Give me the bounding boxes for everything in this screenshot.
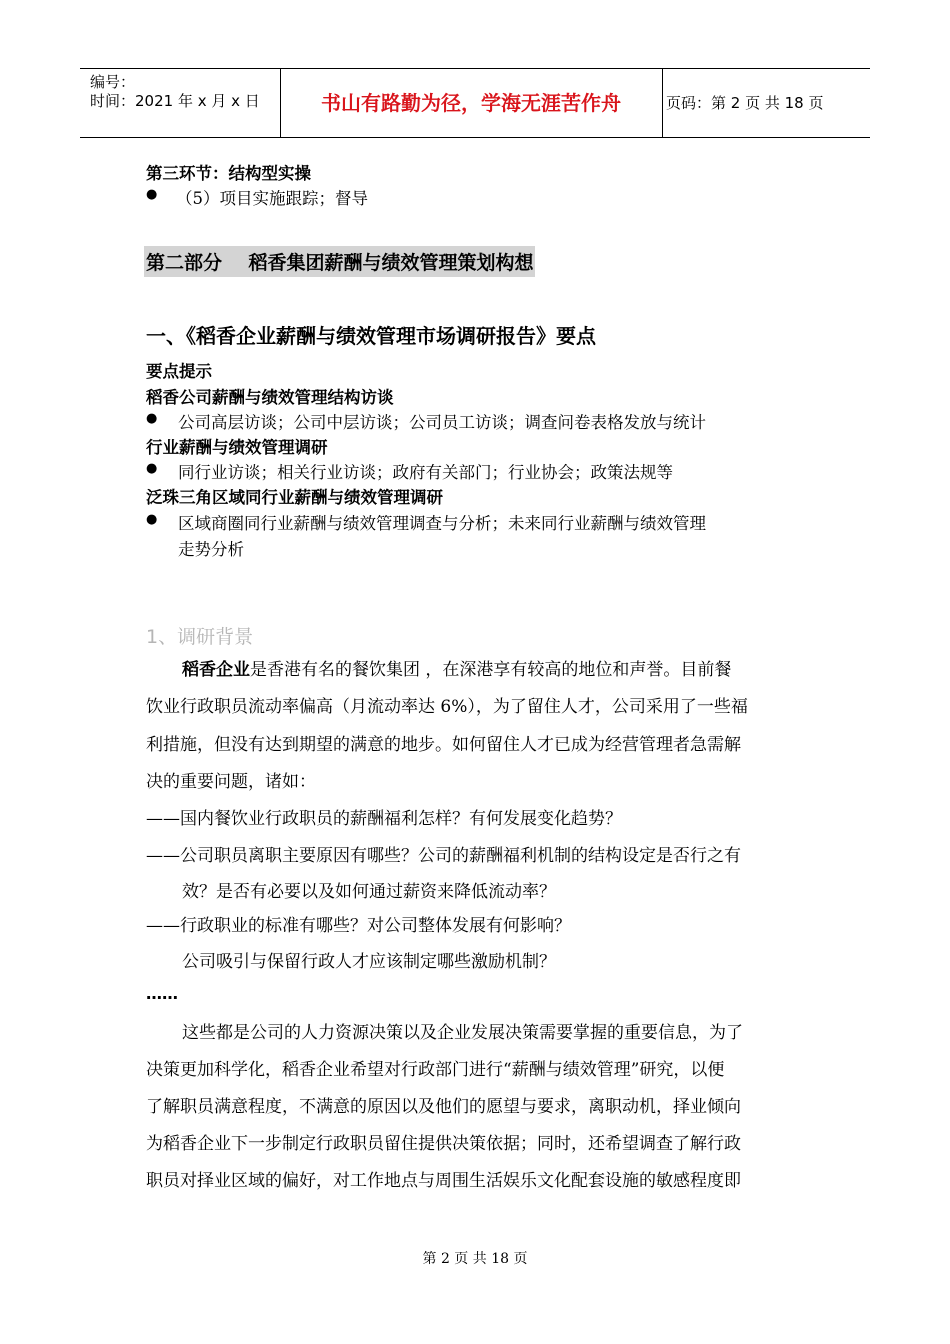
bullet-icon: ● (146, 187, 158, 202)
step-title: 第三环节：结构型实操 (146, 164, 311, 183)
question-line: 效？是否有必要以及如何通过薪资来降低流动率？ (182, 882, 556, 902)
body-text: 是香港有名的餐饮集团 ，在深港享有较高的地位和声誉。目前餐 (250, 660, 732, 680)
header-divider (662, 69, 663, 137)
bullet-icon: ● (146, 512, 158, 527)
question-line: ——行政职业的标准有哪些？对公司整体发展有何影响？ (146, 916, 571, 936)
body-line: 决策更加科学化，稻香企业希望对行政部门进行“薪酬与绩效管理”研究，以便 (146, 1060, 725, 1080)
part-title: 第二部分 稻香集团薪酬与绩效管理策划构想 (144, 246, 535, 277)
company-name: 稻香企业 (182, 660, 250, 680)
header-page-label: 页码：第 2 页 共 18 页 (666, 94, 824, 112)
body-line: 这些都是公司的人力资源决策以及企业发展决策需要掌握的重要信息，为了 (182, 1023, 743, 1043)
body-line: 为稻香企业下一步制定行政职员留住提供决策依据；同时，还希望调查了解行政 (146, 1134, 741, 1154)
header-info (90, 73, 260, 111)
page-header (80, 68, 870, 138)
group-text: 同行业访谈；相关行业访谈；政府有关部门；行业协会；政策法规等 (178, 463, 673, 482)
bullet-icon: ● (146, 411, 158, 426)
question-line: 公司吸引与保留行政人才应该制定哪些激励机制？ (182, 952, 556, 972)
body-line: 职员对择业区域的偏好，对工作地点与周围生活娱乐文化配套设施的敏感程度即 (146, 1171, 741, 1191)
question-line: ——国内餐饮业行政职员的薪酬福利怎样？有何发展变化趋势？ (146, 809, 622, 829)
body-line: 利措施，但没有达到期望的满意的地步。如何留住人才已成为经营管理者急需解 (146, 735, 741, 755)
number-label: 编号： (90, 73, 136, 91)
question-line: ——公司职员离职主要原因有哪些？公司的薪酬福利机制的结构设定是否行之有 (146, 846, 741, 866)
group-title: 泛珠三角区域同行业薪酬与绩效管理调研 (146, 488, 443, 507)
group-title: 稻香公司薪酬与绩效管理结构访谈 (146, 388, 394, 407)
body-line: 饮业行政职员流动率偏高（月流动率达 6%），为了留住人才，公司采用了一些福 (146, 697, 748, 717)
key-points-label: 要点提示 (146, 362, 212, 381)
step-item: （5）项目实施跟踪；督导 (176, 189, 368, 208)
time-label: 时间：2021 年 x 月 x 日 (90, 92, 260, 110)
bullet-icon: ● (146, 461, 158, 476)
background-heading: 1、调研背景 (146, 626, 254, 648)
ellipsis: …… (146, 984, 178, 1003)
page-footer: 第 2 页 共 18 页 (422, 1251, 528, 1267)
group-text: 公司高层访谈；公司中层访谈；公司员工访谈；调查问卷表格发放与统计 (178, 413, 706, 432)
body-line: 了解职员满意程度，不满意的原因以及他们的愿望与要求，离职动机，择业倾向 (146, 1097, 741, 1117)
group-title: 行业薪酬与绩效管理调研 (146, 438, 328, 457)
group-text-cont: 走势分析 (178, 540, 244, 559)
body-line: 决的重要问题，诸如： (146, 772, 316, 792)
group-text: 区域商圈同行业薪酬与绩效管理调查与分析；未来同行业薪酬与绩效管理 (178, 514, 706, 533)
subsection-title: 一、《稻香企业薪酬与绩效管理市场调研报告》要点 (146, 324, 596, 348)
header-motto: 书山有路勤为径，学海无涯苦作舟 (321, 91, 621, 115)
body-line (182, 660, 731, 680)
